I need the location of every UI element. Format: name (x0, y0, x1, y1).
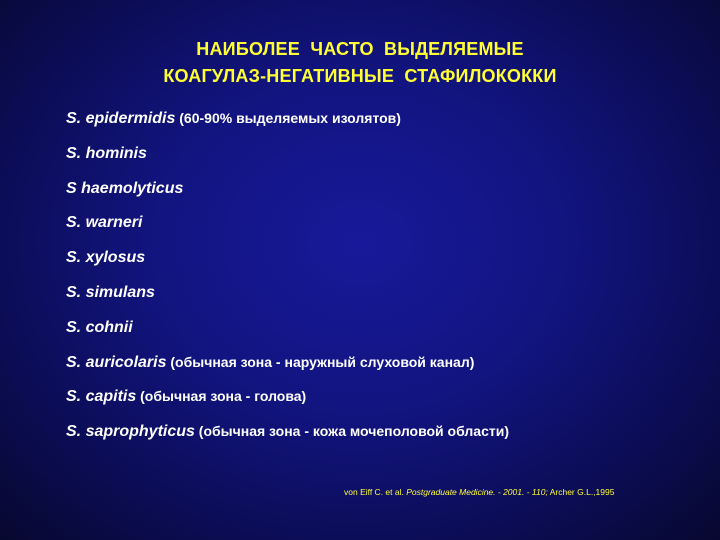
title-line-2: КОАГУЛАЗ-НЕГАТИВНЫЕ СТАФИЛОКОККИ (163, 66, 557, 86)
species-item (66, 350, 696, 385)
citation-journal: Postgraduate Medicine. - 2001. - 110; (406, 487, 548, 497)
species-name: S. simulans (66, 283, 155, 301)
species-item (66, 106, 696, 141)
species-name: S. hominis (66, 144, 147, 162)
species-note: (обычная зона - наружный слуховой канал) (166, 353, 475, 370)
species-item (66, 419, 696, 454)
species-name: S. warneri (66, 214, 143, 232)
citation (344, 487, 614, 497)
species-item (66, 141, 696, 176)
species-name: S. epidermidis (66, 110, 176, 127)
species-list (66, 106, 696, 454)
species-note: (обычная зона - кожа мочеполовой области) (194, 423, 509, 440)
species-item (66, 315, 696, 350)
species-note: (60-90% выделяемых изолятов) (175, 110, 401, 126)
species-name: S. saprophyticus (66, 423, 195, 441)
species-name: S. cohnii (66, 318, 133, 336)
species-name: S. auricolaris (66, 353, 167, 371)
species-note: (обычная зона - голова) (136, 388, 307, 405)
species-item (66, 245, 696, 280)
species-item (66, 280, 696, 315)
species-name: S haemolyticus (66, 179, 184, 197)
species-name: S. xylosus (66, 249, 146, 267)
species-item (66, 384, 696, 419)
slide-title (0, 36, 720, 90)
citation-rest: Archer G.L.,1995 (547, 487, 615, 497)
title-line-1: НАИБОЛЕЕ ЧАСТО ВЫДЕЛЯЕМЫЕ (196, 39, 524, 59)
species-item (66, 176, 696, 211)
citation-authors: von Eiff C. et al. (344, 487, 407, 497)
species-item (66, 210, 696, 245)
species-name: S. capitis (66, 388, 137, 406)
